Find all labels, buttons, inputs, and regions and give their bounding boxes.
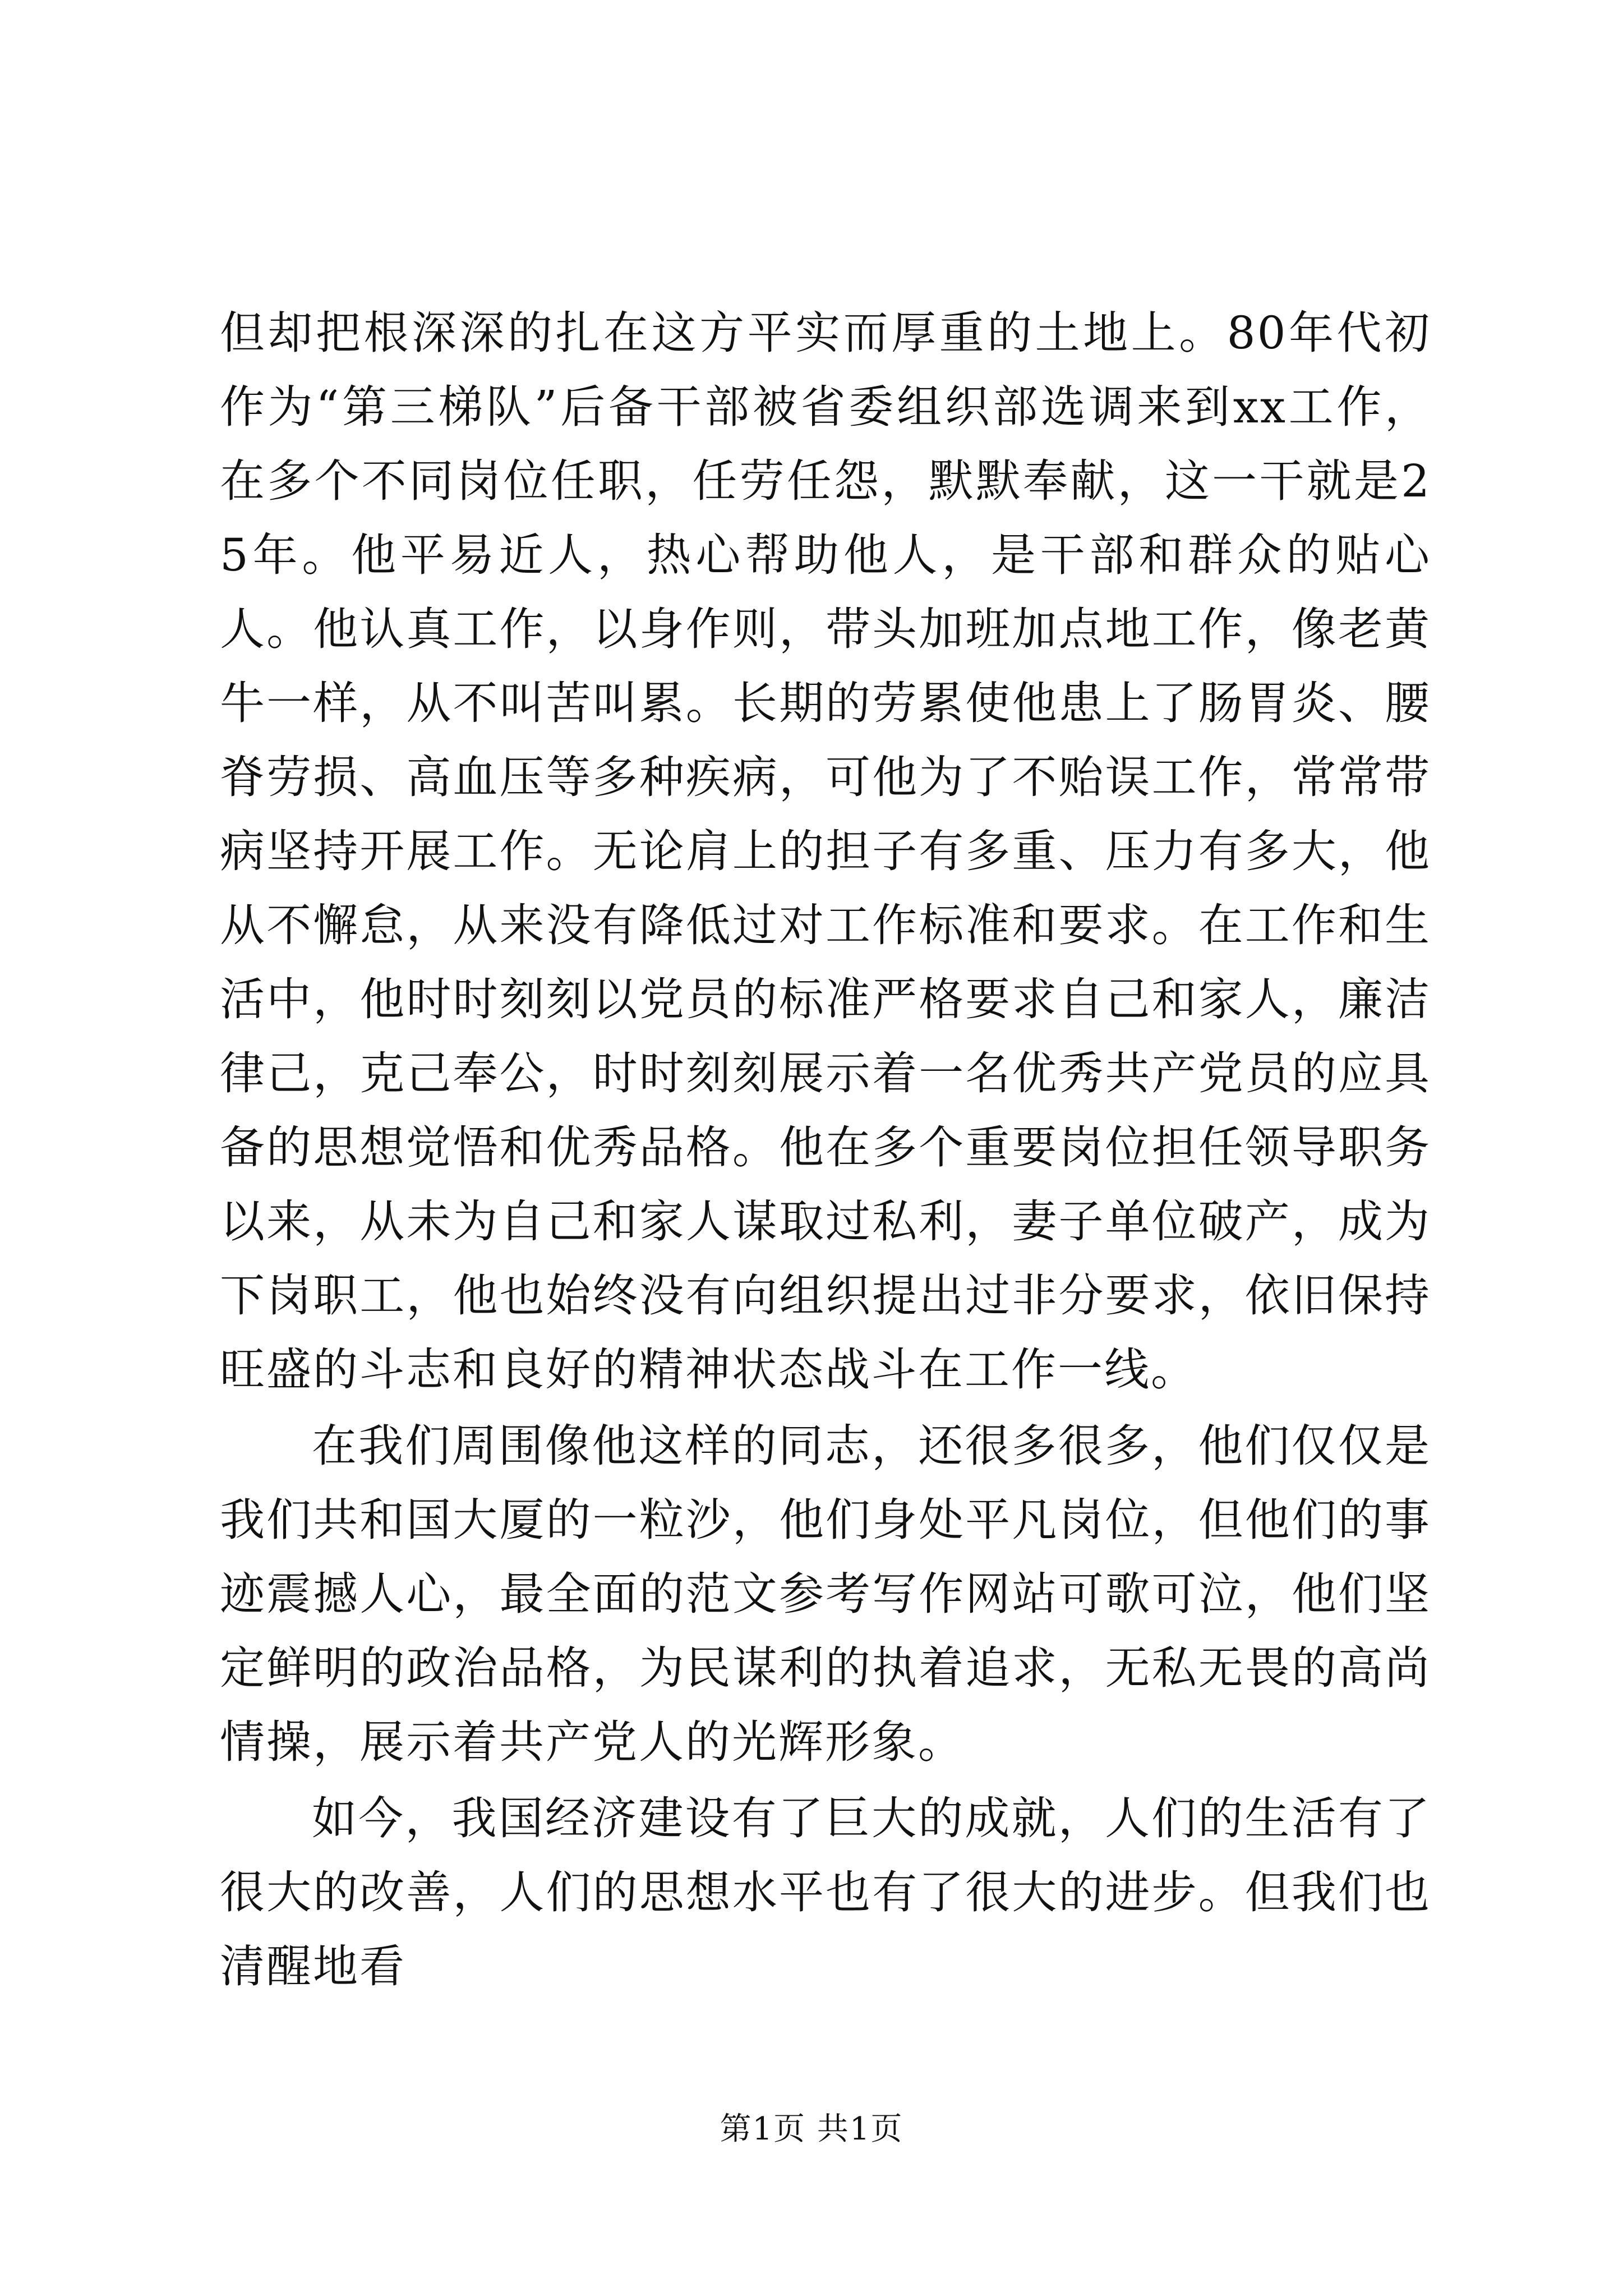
paragraph-2: 在我们周围像他这样的同志，还很多很多，他们仅仅是我们共和国大厦的一粒沙，他们身处平凡岗位，但他们的事迹震撼人心，最全面的范文参考写作网站可歌可泣，他们坚定鲜明的政治品格，为民谋利的执着追求，无私无畏的高尚情操，展示着共产党人的光辉形象。 bbox=[220, 1420, 1431, 1768]
paragraph-1: 但却把根深深的扎在这方平实而厚重的土地上。80年代初作为“第三梯队”后备干部被省委组织部选调来到xx工作，在多个不同岗位任职，任劳任怨，默默奉献，这一干就是25年。他平易近人，热心帮助他人，是干部和群众的贴心人。他认真工作，以身作则，带头加班加点地工作，像老黄牛一样，从不叫苦叫累。长期的劳累使他患上了肠胃炎、腰脊劳损、高血压等多种疾病，可他为了不贻误工作，常常带病坚持开展工作。无论肩上的担子有多重、压力有多大，他从不懈怠，从来没有降低过对工作标准和要求。在工作和生活中，他时时刻刻以党员的标准严格要求自己和家人，廉洁律己，克己奉公，时时刻刻展示着一名优秀共产党员的应具备的思想觉悟和优秀品格。他在多个重要岗位担任领导职务以来，从未为自己和家人谋取过私利，妻子单位破产，成为下岗职工，他也始终没有向组织提出过非分要求，依旧保持旺盛的斗志和良好的精神状态战斗在工作一线。 bbox=[220, 307, 1431, 1396]
page-footer bbox=[0, 2109, 1623, 2150]
document-body bbox=[220, 296, 1431, 2004]
page-number-label: 第1页 共1页 bbox=[720, 2111, 903, 2147]
paragraph-3: 如今，我国经济建设有了巨大的成就，人们的生活有了很大的改善，人们的思想水平也有了很大的进步。但我们也清醒地看 bbox=[220, 1792, 1431, 1993]
